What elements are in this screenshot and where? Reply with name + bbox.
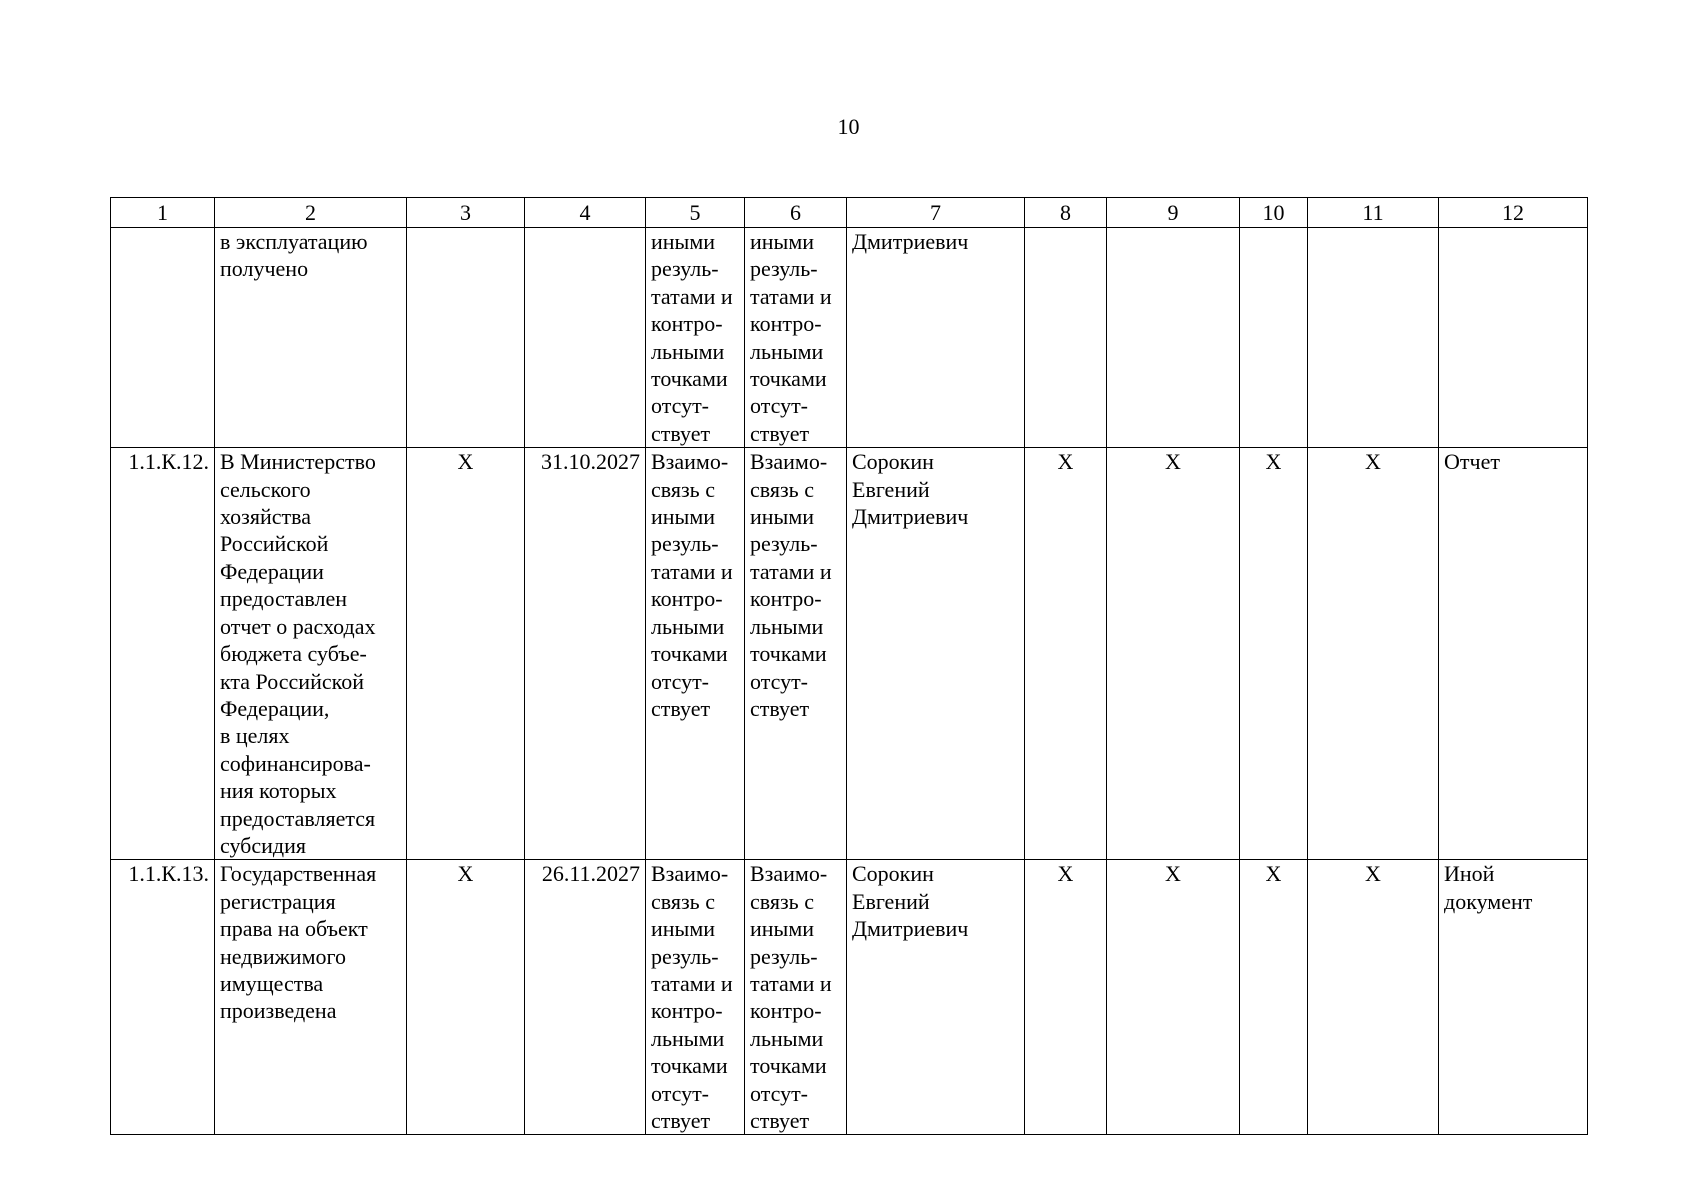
document-type-cell: [1439, 228, 1588, 448]
col11-cell: X: [1308, 448, 1439, 860]
responsible-cell: Сорокин Евгений Дмитриевич: [847, 448, 1025, 860]
relation-cell-5: иными резуль- татами и контро- льными точками отсут- ствует: [646, 228, 745, 448]
col8-cell: [1025, 228, 1107, 448]
header-col-11: 11: [1308, 198, 1439, 228]
table-row: [111, 228, 1588, 448]
row-number-cell: [111, 228, 215, 448]
description-cell: Государственная регистрация права на объект недвижимого имущества произведена: [215, 860, 407, 1135]
header-col-5: 5: [646, 198, 745, 228]
date-cell: 31.10.2027: [525, 448, 646, 860]
header-col-1: 1: [111, 198, 215, 228]
relation-cell-5: Взаимо- связь с иными резуль- татами и контро- льными точками отсут- ствует: [646, 448, 745, 860]
date-cell: [525, 228, 646, 448]
row-number-cell: 1.1.К.12.: [111, 448, 215, 860]
control-points-table: [110, 197, 1588, 1135]
col8-cell: X: [1025, 860, 1107, 1135]
table-row: [111, 860, 1588, 1135]
relation-cell-6: Взаимо- связь с иными резуль- татами и контро- льными точками отсут- ствует: [745, 860, 847, 1135]
responsible-cell: Сорокин Евгений Дмитриевич: [847, 860, 1025, 1135]
header-col-7: 7: [847, 198, 1025, 228]
header-col-4: 4: [525, 198, 646, 228]
description-cell: В Министерство сельского хозяйства Российской Федерации предоставлен отчет о расходах бюджета субъе- кта Российской Федерации, в целях софинансирова- ния которых предоставляется субсидия: [215, 448, 407, 860]
header-row: [111, 198, 1588, 228]
relation-cell-6: иными резуль- татами и контро- льными точками отсут- ствует: [745, 228, 847, 448]
col8-cell: X: [1025, 448, 1107, 860]
header-col-8: 8: [1025, 198, 1107, 228]
relation-cell-5: Взаимо- связь с иными резуль- татами и контро- льными точками отсут- ствует: [646, 860, 745, 1135]
col10-cell: X: [1240, 448, 1308, 860]
description-cell: в эксплуатацию получено: [215, 228, 407, 448]
header-col-2: 2: [215, 198, 407, 228]
document-type-cell: Отчет: [1439, 448, 1588, 860]
col10-cell: [1240, 228, 1308, 448]
document-type-cell: Иной документ: [1439, 860, 1588, 1135]
header-col-9: 9: [1107, 198, 1240, 228]
header-col-12: 12: [1439, 198, 1588, 228]
col3-cell: X: [407, 448, 525, 860]
col9-cell: X: [1107, 860, 1240, 1135]
table-row: [111, 448, 1588, 860]
relation-cell-6: Взаимо- связь с иными резуль- татами и контро- льными точками отсут- ствует: [745, 448, 847, 860]
responsible-cell: Дмитриевич: [847, 228, 1025, 448]
col11-cell: [1308, 228, 1439, 448]
col9-cell: X: [1107, 448, 1240, 860]
col10-cell: X: [1240, 860, 1308, 1135]
col9-cell: [1107, 228, 1240, 448]
date-cell: 26.11.2027: [525, 860, 646, 1135]
col3-cell: X: [407, 860, 525, 1135]
page-number: 10: [837, 114, 860, 139]
row-number-cell: 1.1.К.13.: [111, 860, 215, 1135]
header-col-10: 10: [1240, 198, 1308, 228]
col3-cell: [407, 228, 525, 448]
header-col-3: 3: [407, 198, 525, 228]
header-col-6: 6: [745, 198, 847, 228]
col11-cell: X: [1308, 860, 1439, 1135]
